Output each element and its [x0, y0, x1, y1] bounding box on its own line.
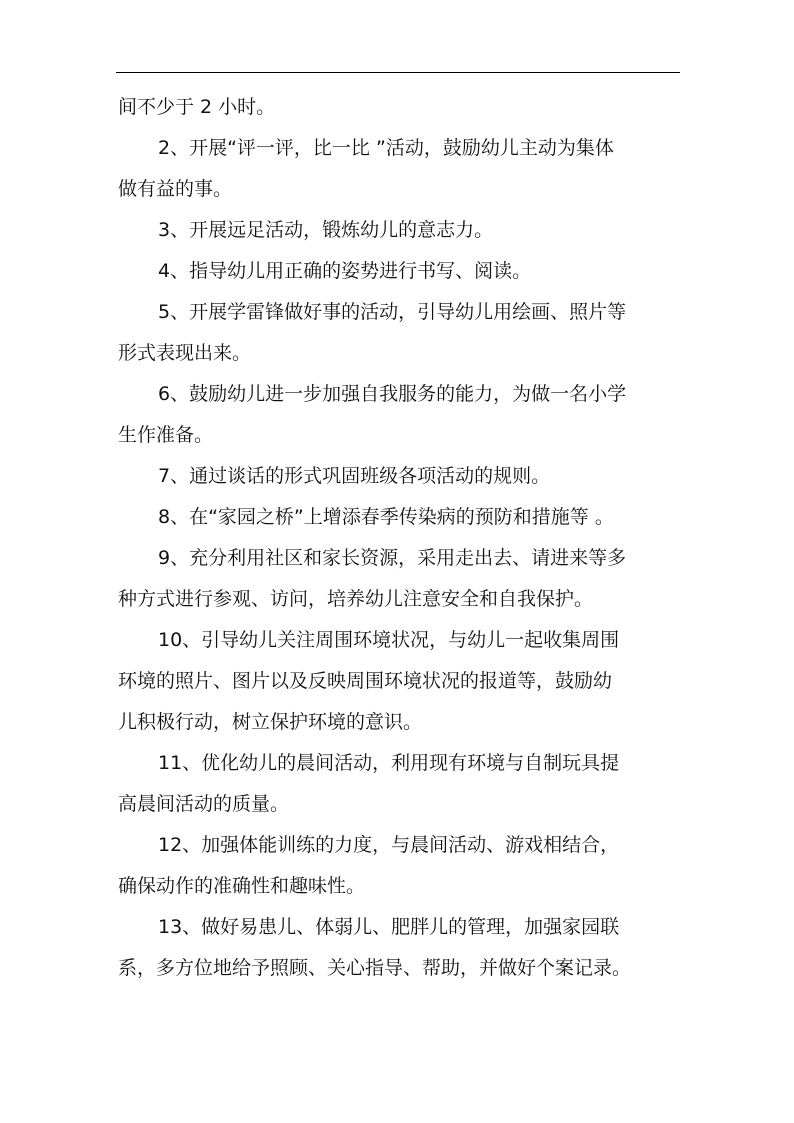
- text-line: 确保动作的准确性和趣味性。: [118, 875, 366, 897]
- text-line: 做有益的事。: [118, 178, 233, 200]
- text-line: 3、开展远足活动，锻炼幼儿的意志力。: [158, 219, 494, 241]
- text-line: 12、加强体能训练的力度，与晨间活动、游戏相结合，: [158, 834, 620, 856]
- header-rule: [116, 72, 680, 73]
- text-line: 生作准备。: [118, 424, 214, 446]
- text-line: 种方式进行参观、访问，培养幼儿注意安全和自我保护。: [118, 588, 594, 610]
- text-line: 高晨间活动的质量。: [118, 793, 290, 815]
- text-line: 间不少于 2 小时。: [118, 96, 276, 118]
- text-line: 7、通过谈话的形式巩固班级各项活动的规则。: [158, 465, 551, 487]
- text-line: 环境的照片、图片以及反映周围环境状况的报道等，鼓励幼: [118, 670, 613, 692]
- text-line: 形式表现出来。: [118, 342, 252, 364]
- text-line: 儿积极行动，树立保护环境的意识。: [118, 711, 423, 733]
- text-line: 11、优化幼儿的晨间活动，利用现有环境与自制玩具提: [158, 752, 620, 774]
- text-line: 13、做好易患儿、体弱儿、肥胖儿的管理，加强家园联: [158, 916, 620, 938]
- text-line: 2、开展“评一评，比一比 ”活动，鼓励幼儿主动为集体: [158, 137, 614, 159]
- text-line: 6、鼓励幼儿进一步加强自我服务的能力，为做一名小学: [158, 383, 627, 405]
- text-line: 4、指导幼儿用正确的姿势进行书写、阅读。: [158, 260, 532, 282]
- text-line: 5、开展学雷锋做好事的活动，引导幼儿用绘画、照片等: [158, 301, 627, 323]
- text-line: 系，多方位地给予照顾、关心指导、帮助，并做好个案记录。: [118, 957, 632, 979]
- text-line: 9、充分利用社区和家长资源，采用走出去、请进来等多: [158, 547, 627, 569]
- text-line: 8、在“家园之桥”上增添春季传染病的预防和措施等 。: [158, 506, 614, 528]
- text-line: 10、引导幼儿关注周围环境状况，与幼儿一起收集周围: [158, 629, 620, 651]
- document-body: [118, 87, 684, 989]
